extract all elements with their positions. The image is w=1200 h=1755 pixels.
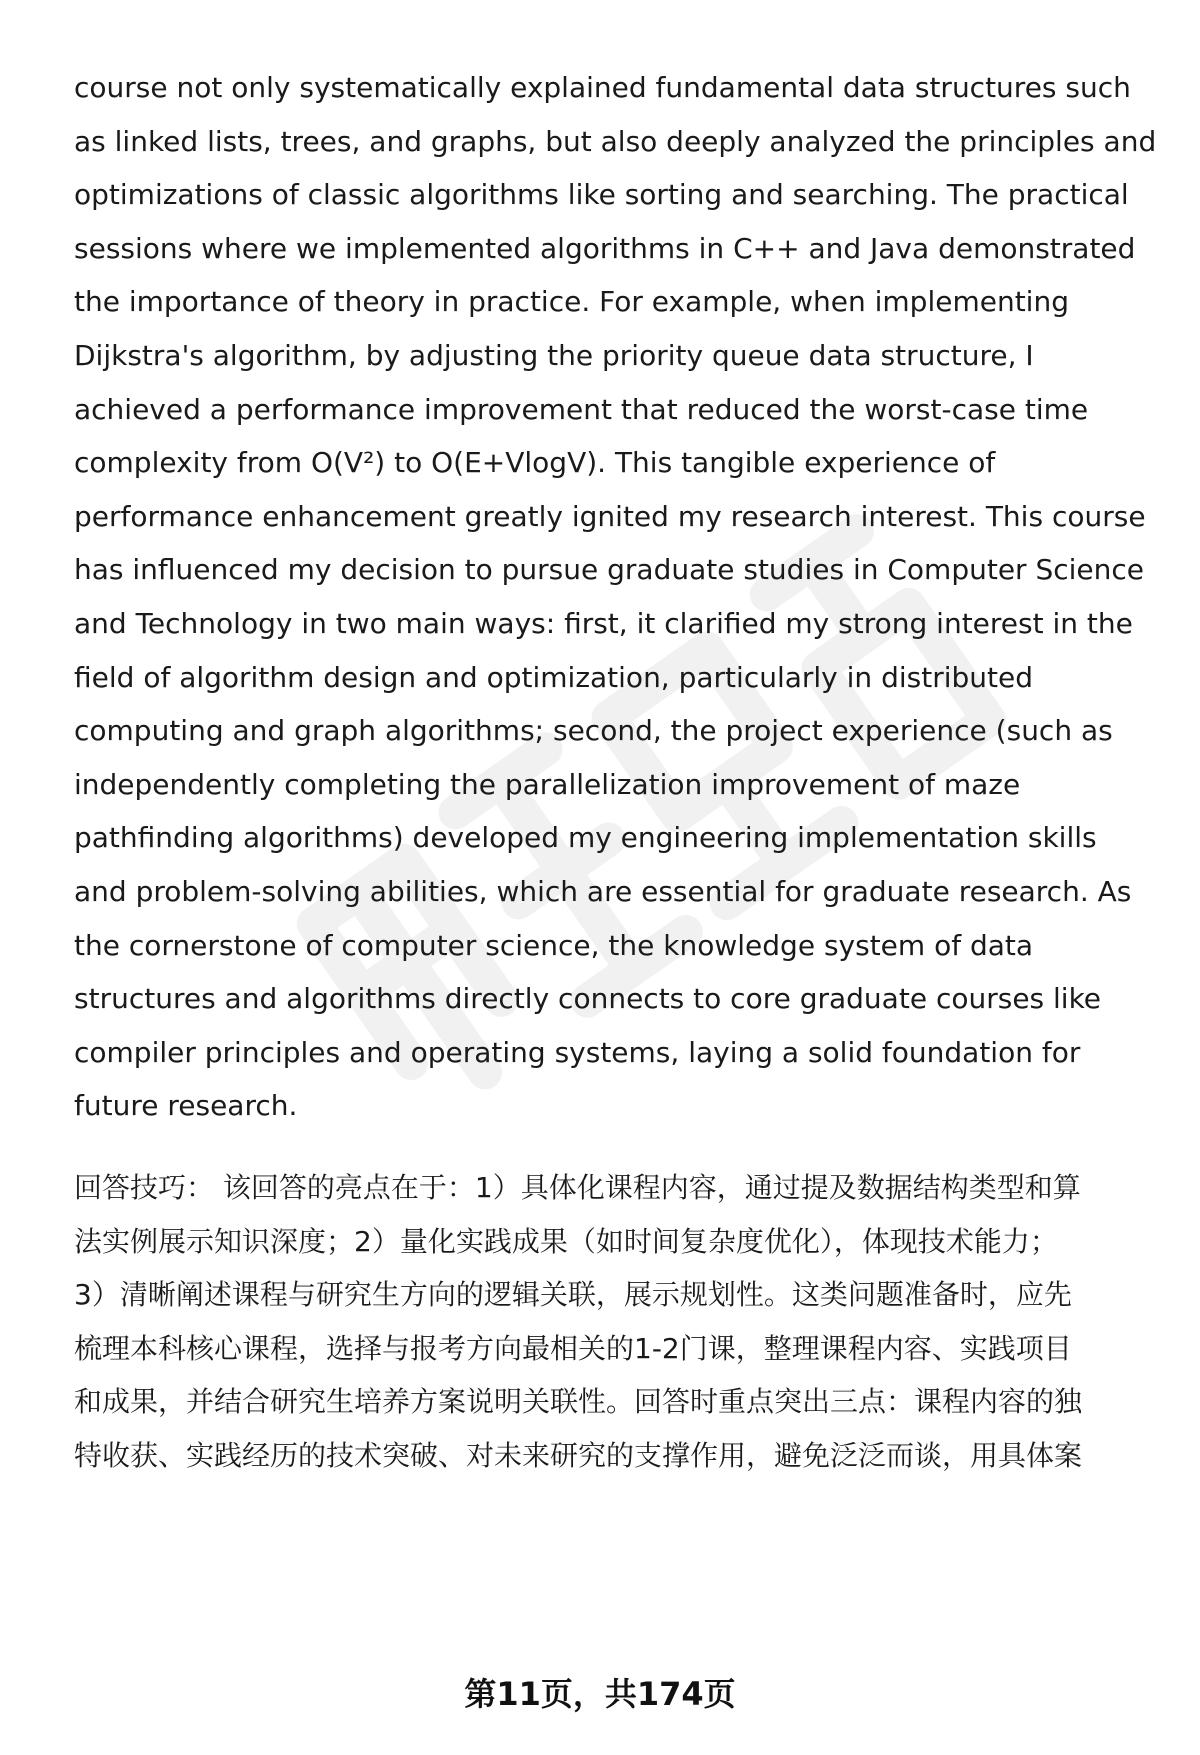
- body-line: as linked lists, trees, and graphs, but also deeply analyzed the principles and: [74, 124, 1157, 158]
- body-line: sessions where we implemented algorithms in C++ and Java demonstrated: [74, 231, 1136, 265]
- body-line: field of algorithm design and optimization, particularly in distributed: [74, 660, 1033, 694]
- body-line: compiler principles and operating systems, laying a solid foundation for: [74, 1035, 1081, 1069]
- tips-line: 梳理本科核心课程，选择与报考方向最相关的1-2门课，整理课程内容、实践项目: [74, 1331, 1072, 1365]
- tips-line: 回答技巧： 该回答的亮点在于：1）具体化课程内容，通过提及数据结构类型和算: [74, 1171, 1081, 1204]
- tips-line: 3）清晰阐述课程与研究生方向的逻辑关联，展示规划性。这类问题准备时，应先: [74, 1278, 1072, 1312]
- body-line: computing and graph algorithms; second, the project experience (such as: [74, 714, 1113, 748]
- body-line: future research.: [74, 1089, 298, 1123]
- body-line: the importance of theory in practice. For example, when implementing: [74, 285, 1069, 319]
- body-line: optimizations of classic algorithms like sorting and searching. The practical: [74, 178, 1129, 212]
- body-line: the cornerstone of computer science, the knowledge system of data: [74, 928, 1034, 962]
- tips-line: 法实例展示知识深度；2）量化实践成果（如时间复杂度优化），体现技术能力；: [74, 1224, 1058, 1258]
- body-line: independently completing the parallelization improvement of maze: [74, 767, 1021, 801]
- tips-line: 特收获、实践经历的技术突破、对未来研究的支撑作用，避免泛泛而谈，用具体案: [74, 1439, 1083, 1472]
- page-number: 第11页，共174页: [464, 1675, 736, 1713]
- body-line: performance enhancement greatly ignited my research interest. This course: [74, 499, 1146, 533]
- body-line: complexity from O(V²) to O(E+VlogV). This tangible experience of: [74, 446, 996, 480]
- tips-line: 和成果，并结合研究生培养方案说明关联性。回答时重点突出三点：课程内容的独: [74, 1385, 1083, 1419]
- body-line: Dijkstra's algorithm, by adjusting the priority queue data structure, I: [74, 339, 1034, 372]
- body-line: has influenced my decision to pursue graduate studies in Computer Science: [74, 553, 1145, 587]
- body-line: and Technology in two main ways: first, it clarified my strong interest in the: [74, 607, 1133, 640]
- body-line: achieved a performance improvement that reduced the worst-case time: [74, 392, 1089, 426]
- body-line: structures and algorithms directly connects to core graduate courses like: [74, 982, 1102, 1016]
- body-line: course not only systematically explained fundamental data structures such: [74, 71, 1131, 104]
- body-line: and problem-solving abilities, which are essential for graduate research. As: [74, 875, 1132, 908]
- body-line: pathfinding algorithms) developed my engineering implementation skills: [74, 821, 1097, 855]
